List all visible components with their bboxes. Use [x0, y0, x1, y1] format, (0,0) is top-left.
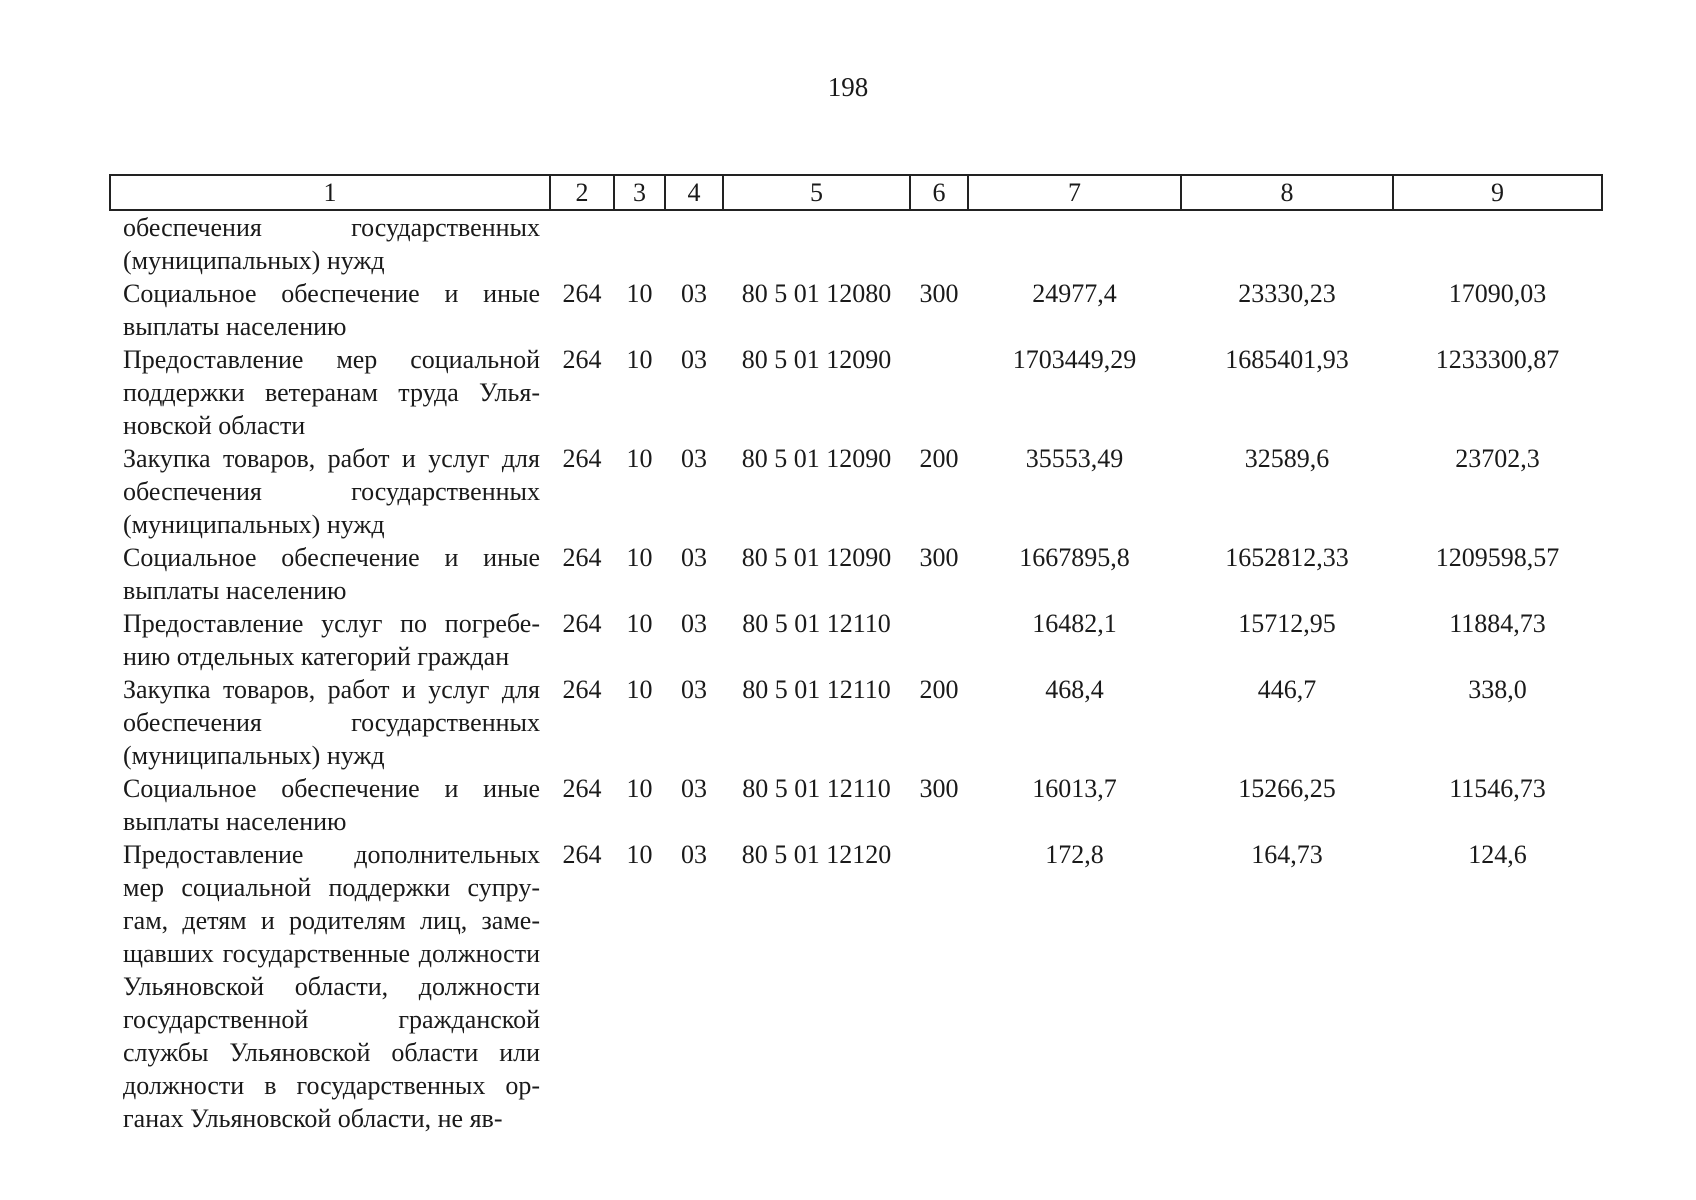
table-row	[110, 442, 1602, 541]
cell-target-article: 80 5 01 12120	[741, 840, 892, 869]
row-name: Закупка товаров, работ и услуг для обеспечения государственных (муниципальных) нужд	[123, 675, 540, 770]
cell-target-article: 80 5 01 12080	[741, 279, 892, 308]
cell-target-article	[723, 210, 910, 277]
cell-amount-8: 164,73	[1251, 840, 1323, 869]
cell-target-article: 80 5 01 12090	[741, 543, 892, 572]
cell-amount-8: 1685401,93	[1225, 345, 1349, 374]
row-name: Закупка товаров, работ и услуг для обеспечения государственных (муниципальных) нужд	[123, 444, 540, 539]
cell-amount-7: 468,4	[1045, 675, 1104, 704]
cell-target-article: 80 5 01 12110	[742, 774, 891, 803]
cell-amount-9: 11884,73	[1449, 609, 1546, 638]
table-row	[110, 541, 1602, 607]
cell-amount-8: 446,7	[1257, 675, 1317, 704]
cell-section	[614, 210, 665, 277]
cell-expense-type: 300	[919, 279, 959, 308]
cell-amount-7	[968, 210, 1181, 277]
column-header: 9	[1393, 175, 1602, 210]
cell-admin-code: 264	[562, 543, 602, 572]
table-row	[110, 772, 1602, 838]
cell-admin-code: 264	[562, 279, 602, 308]
cell-amount-9: 1233300,87	[1435, 345, 1560, 374]
cell-subsection	[665, 210, 723, 277]
cell-expense-type: 200	[919, 444, 959, 473]
column-header: 7	[968, 175, 1181, 210]
cell-target-article: 80 5 01 12090	[741, 345, 892, 374]
column-header: 1	[110, 175, 550, 210]
column-header: 2	[550, 175, 614, 210]
cell-admin-code: 264	[562, 609, 602, 638]
cell-section: 10	[626, 675, 653, 704]
column-header: 4	[665, 175, 723, 210]
column-header: 6	[910, 175, 968, 210]
cell-amount-7: 35553,49	[1025, 444, 1124, 473]
page-number: 198	[827, 72, 869, 102]
table-row	[110, 277, 1602, 343]
cell-target-article: 80 5 01 12110	[742, 675, 891, 704]
cell-admin-code: 264	[562, 444, 602, 473]
cell-admin-code: 264	[562, 345, 602, 374]
column-header: 8	[1181, 175, 1393, 210]
cell-amount-9: 17090,03	[1448, 279, 1547, 308]
cell-amount-9: 11546,73	[1449, 774, 1546, 803]
cell-expense-type	[910, 343, 968, 442]
cell-expense-type: 300	[919, 774, 959, 803]
table-row	[110, 343, 1602, 442]
cell-expense-type	[910, 210, 968, 277]
cell-expense-type: 300	[919, 543, 959, 572]
cell-amount-7: 16013,7	[1032, 774, 1117, 803]
header-row	[110, 175, 1602, 210]
cell-subsection: 03	[681, 444, 707, 473]
cell-section: 10	[626, 543, 653, 572]
cell-subsection: 03	[681, 543, 707, 572]
cell-expense-type	[910, 838, 968, 1135]
cell-amount-7: 24977,4	[1032, 279, 1117, 308]
cell-section: 10	[626, 774, 653, 803]
cell-amount-8: 23330,23	[1238, 279, 1336, 308]
cell-admin-code	[550, 210, 614, 277]
cell-subsection: 03	[681, 279, 707, 308]
row-name: обеспечения государственных (муниципальных) нужд	[123, 213, 540, 275]
column-header: 3	[614, 175, 665, 210]
row-name: Предоставление мер социальной поддержки ветеранам труда Ульяновской области	[123, 345, 540, 440]
cell-target-article: 80 5 01 12110	[742, 609, 891, 638]
cell-section: 10	[626, 609, 653, 638]
cell-admin-code: 264	[562, 675, 602, 704]
cell-section: 10	[626, 345, 653, 374]
cell-amount-8: 1652812,33	[1225, 543, 1349, 572]
table-row	[110, 607, 1602, 673]
cell-amount-7: 1667895,8	[1019, 543, 1130, 572]
cell-amount-9	[1393, 210, 1602, 277]
cell-amount-9: 23702,3	[1455, 444, 1540, 473]
cell-amount-8: 15266,25	[1238, 774, 1336, 803]
cell-admin-code: 264	[562, 774, 602, 803]
cell-target-article: 80 5 01 12090	[741, 444, 892, 473]
cell-subsection: 03	[681, 675, 707, 704]
cell-subsection: 03	[681, 774, 707, 803]
column-header: 5	[723, 175, 910, 210]
row-name: Социальное обеспечение и иные выплаты населению	[123, 279, 540, 341]
table-row	[110, 210, 1602, 277]
cell-amount-7: 16482,1	[1032, 609, 1117, 638]
cell-amount-7: 172,8	[1045, 840, 1104, 869]
cell-section: 10	[626, 279, 653, 308]
cell-subsection: 03	[681, 840, 707, 869]
cell-section: 10	[626, 444, 653, 473]
cell-amount-9: 1209598,57	[1435, 543, 1560, 572]
cell-admin-code: 264	[562, 840, 602, 869]
cell-amount-7: 1703449,29	[1012, 345, 1137, 374]
cell-section: 10	[626, 840, 653, 869]
cell-amount-9: 124,6	[1468, 840, 1527, 869]
table-row	[110, 838, 1602, 1135]
cell-amount-8	[1181, 210, 1393, 277]
cell-subsection: 03	[681, 609, 707, 638]
cell-amount-8: 15712,95	[1238, 609, 1336, 638]
row-name: Предоставление дополнительных мер социальной поддержки супругам, детям и родителям лиц, замещавших государственные должности Ульяновской области, должности государственной гражданской службы Ульяновской области или должности в государственных органах Ульяновской области, не яв-	[123, 840, 540, 1133]
cell-amount-8: 32589,6	[1244, 444, 1330, 473]
cell-subsection: 03	[681, 345, 707, 374]
cell-expense-type	[910, 607, 968, 673]
row-name: Социальное обеспечение и иные выплаты населению	[123, 774, 540, 836]
cell-amount-9: 338,0	[1468, 675, 1527, 704]
row-name: Предоставление услуг по погребению отдельных категорий граждан	[123, 609, 540, 671]
cell-expense-type: 200	[919, 675, 959, 704]
row-name: Социальное обеспечение и иные выплаты населению	[123, 543, 540, 605]
table-row	[110, 673, 1602, 772]
budget-table	[109, 174, 1603, 1135]
